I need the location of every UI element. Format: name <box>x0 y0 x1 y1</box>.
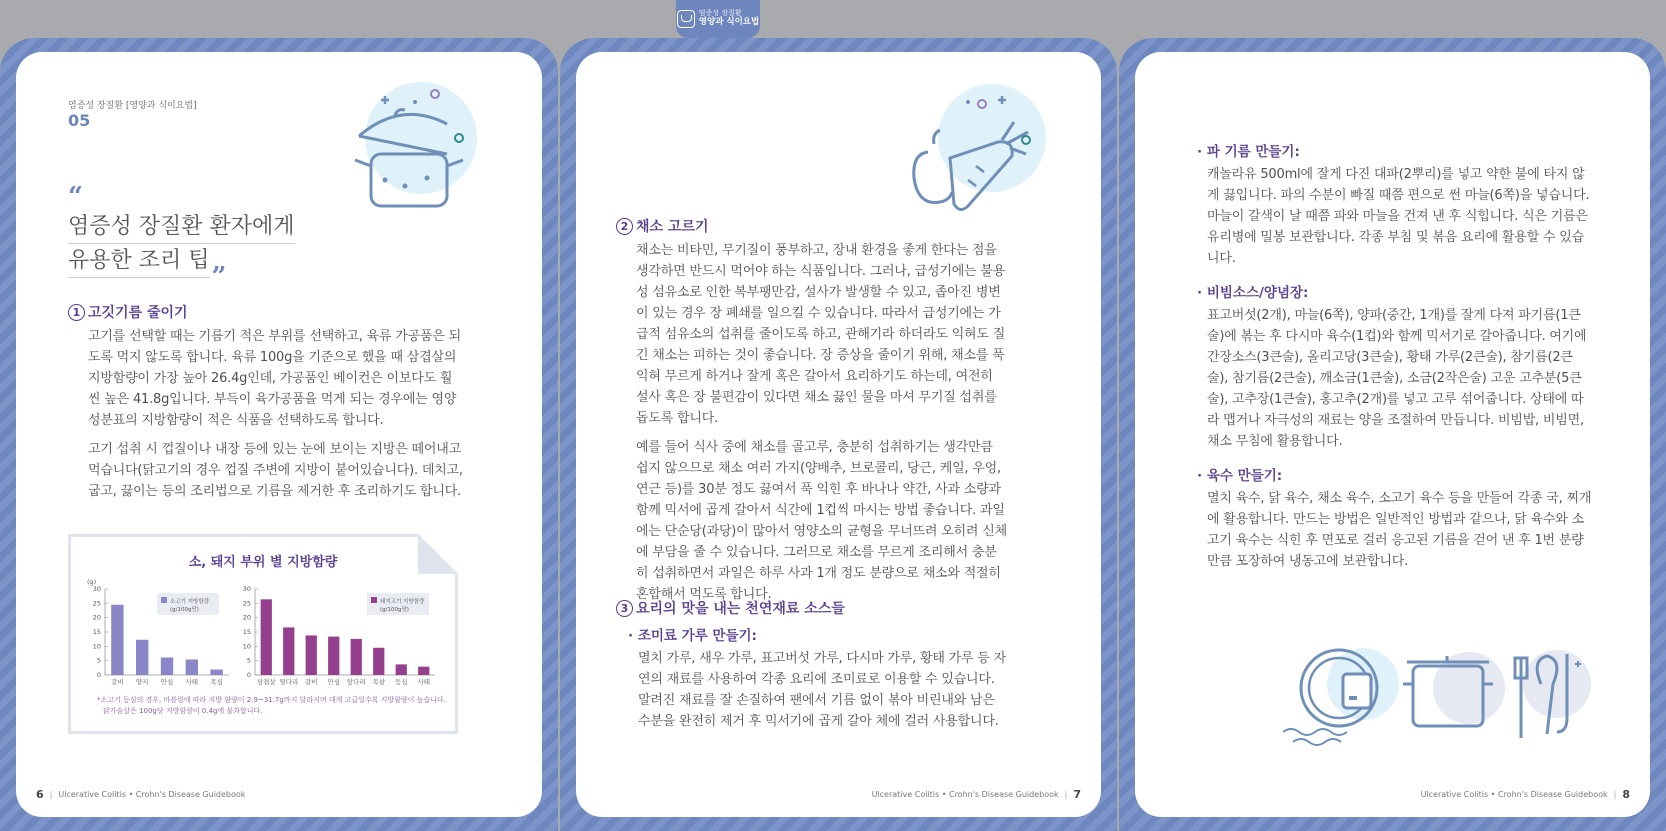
section-paragraph: 예를 들어 식사 중에 채소를 골고루, 충분히 섭취하기는 생각만큼 쉽지 않으므로 채소 여러 가지(양배추, 브로콜리, 당근, 케일, 우엉, 연근 등)를 30분 정도 끓여서 푹 익힌 후 바나나 약간, 사과 소량과 함께 믹서에 곱게 갈아서 식간에 1컵씩 마시는 방법 좋습니다. 과일에는 단순당(과당)이 많아서 영양소의 균형을 무너뜨려 오히려 신체에 부담을 줄 수 있습니다. 그러므로 채소를 무르게 조리해서 충분히 섭취하면서 과일은 하루 사과 1개 정도 분량으로 채소와 적절히 혼합해서 먹도록 합니다. <box>636 440 1007 602</box>
section-heading <box>616 598 1008 618</box>
footer-guide: Ulcerative Colitis • Crohn's Disease Guidebook <box>1420 790 1608 799</box>
pot-illustration-icon <box>341 80 481 220</box>
x-tick-label: 갈비 <box>111 678 124 686</box>
section-paragraph: 멸치 가루, 새우 가루, 표고버섯 가루, 다시마 가루, 황태 가루 등 자연의 재료를 사용하여 각종 요리에 조미료로 이용할 수 있습니다. 말려진 재료를 잘 손질하여 팬에서 기름 없이 볶아 비린내와 남은 수분을 완전히 제거 후 믹서기에 곱게 갈아 체에 걸러 사용합니다. <box>638 651 1006 729</box>
legend-unit: (g/100g당) <box>170 607 199 613</box>
fat-content-charts <box>79 577 449 689</box>
section-1 <box>68 302 464 502</box>
recipe-text: 캐놀라유 500ml에 잘게 다진 대파(2뿌리)를 넣고 약한 불에 타지 않게 끓입니다. 파의 수분이 빠질 때쯤 편으로 썬 마늘(6쪽)을 넣습니다. 마늘이 갈색이 날 때쯤 파와 마늘을 건져 낸 후 식힙니다. 식은 기름은 유리병에 밀봉 보관합니다. 각종 부침 및 볶음 요리에 활용할 수 있습니다. <box>1207 167 1590 266</box>
legend-label: 돼지고기 지방함량 <box>380 599 425 605</box>
bar <box>418 667 429 675</box>
bar <box>210 670 222 675</box>
y-tick-label: 15 <box>242 628 251 636</box>
y-tick-label: 20 <box>242 613 251 622</box>
footer-divider: | <box>49 790 53 799</box>
series-header <box>68 98 197 130</box>
bar <box>283 627 294 675</box>
page-panel-8 <box>1119 38 1666 831</box>
section-heading <box>68 302 464 322</box>
section-paragraph: 채소는 비타민, 무기질이 풍부하고, 장내 환경을 좋게 한다는 점을 생각하면 반드시 먹어야 하는 식품입니다. 그러나, 급성기에는 불용성 섬유소로 인한 복부팽만감, 설사가 발생할 수 있고, 좁아진 병변이 있는 경우 장 폐쇄를 일으킬 수 있습니다. 따라서 급성기에는 가급적 섬유소의 섭취를 줄이도록 하고, 관해기라 하더라도 익혀도 질긴 채소는 피하는 것이 좋습니다. 장 증상을 줄이기 위해, 채소를 푹 익혀 무르게 하거나 잘게 혹은 갈아서 요리하기도 하는데, 여전히 설사 혹은 장 불편감이 있다면 채소 끓인 물을 마셔 무기질 섭취를 돕도록 합니다. <box>636 243 1006 426</box>
section-number: 2 <box>616 218 633 235</box>
pot-logo-icon <box>677 10 695 28</box>
page-title-line2: 유용한 조리 팁 <box>68 244 210 278</box>
section-number: 1 <box>68 304 85 321</box>
bar <box>136 640 148 675</box>
x-tick-label: 안심 <box>160 678 174 686</box>
page-number: 7 <box>1073 788 1081 801</box>
section-paragraph: 고기를 선택할 때는 기름기 적은 부위를 선택하고, 육류 가공품은 되도록 먹지 않도록 합니다. 육류 100g을 기준으로 했을 때 삼겹살의 지방함량이 가장 높아 26.4g인데, 가공품인 베이컨은 이보다도 훨씬 높은 41.8g입니다. 부득이 육가공품을 먹게 되는 경우에는 영양성분표의 지방함량이 적은 식품을 선택하도록 합니다. <box>88 329 461 428</box>
bar <box>396 664 407 675</box>
y-tick-label: 10 <box>92 642 101 651</box>
page-panel-7 <box>560 38 1117 831</box>
footer-guide: Ulcerative Colitis • Crohn's Disease Guidebook <box>871 790 1059 799</box>
x-tick-label: 사태 <box>417 678 431 686</box>
header-tab <box>676 0 760 38</box>
recipe-item <box>1197 140 1593 269</box>
recipe-text: 멸치 육수, 닭 육수, 채소 육수, 소고기 육수 등을 만들어 각종 국, 찌개에 활용합니다. 만드는 방법은 일반적인 방법과 같으나, 닭 육수와 소고기 육수는 식힌 후 면포로 걸러 응고된 기름을 걷어 낸 후 1번 분량만큼 포장하여 냉동고에 보관합니다. <box>1207 491 1592 569</box>
section-2 <box>616 216 1008 605</box>
bar <box>373 648 384 675</box>
chart-note-line1: *소고기 등심의 경우, 마블링에 따라 지방 함량이 2.9~31.7g까지 달라지며 대게 고급일수록 지방함량이 높습니다. <box>97 696 446 704</box>
y-tick-label: 20 <box>92 613 101 622</box>
page-title-line1: 염증성 장질환 환자에게 <box>68 210 295 244</box>
y-axis-label: (g) <box>87 578 97 586</box>
page-6 <box>16 52 542 817</box>
fat-content-chart-box <box>68 534 458 734</box>
chart-title: 소, 돼지 부위 별 지방함량 <box>188 555 338 570</box>
y-tick-label: 0 <box>96 671 101 679</box>
chart-note <box>97 695 446 717</box>
y-tick-label: 30 <box>242 585 251 593</box>
open-quote-icon: “ <box>68 182 83 212</box>
recipe-heading: · 비빔소스/양념장: <box>1197 285 1309 301</box>
y-tick-label: 10 <box>242 642 251 651</box>
x-tick-label: 목살 <box>372 678 386 686</box>
x-tick-label: 양지 <box>135 678 149 686</box>
legend-unit: (g/100g당) <box>380 607 409 613</box>
page-7 <box>576 52 1101 817</box>
section-number: 3 <box>616 600 633 617</box>
carrot-apple-illustration-icon <box>906 82 1046 222</box>
recipe-item <box>1197 281 1593 452</box>
legend-swatch <box>161 597 167 603</box>
recipe-list <box>1197 140 1593 572</box>
header-tab-line1: 염증성 장질환 <box>698 9 742 18</box>
x-tick-label: 등심 <box>394 678 408 686</box>
y-tick-label: 5 <box>246 656 251 665</box>
recipe-item <box>1197 464 1593 572</box>
section-paragraph: 고기 섭취 시 껍질이나 내장 등에 있는 눈에 보이는 지방은 떼어내고 먹습니다(닭고기의 경우 껍질 주변에 지방이 붙어있습니다). 데치고, 굽고, 끓이는 등의 조리법으로 기름을 제거한 후 조리하기도 합니다. <box>88 442 463 499</box>
page-8 <box>1135 52 1650 817</box>
page-footer <box>872 788 1081 801</box>
footer-guide: Ulcerative Colitis • Crohn's Disease Guidebook <box>58 790 246 799</box>
series-number: 05 <box>68 111 91 130</box>
bar <box>306 635 317 675</box>
bar <box>328 637 339 675</box>
header-tab-line2: 영양과 식이요법 <box>698 17 760 28</box>
section-3 <box>616 598 1008 732</box>
x-tick-label: 안심 <box>327 678 341 686</box>
folded-corner <box>418 534 458 574</box>
section-heading <box>616 216 1008 236</box>
recipe-heading: · 파 기름 만들기: <box>1197 144 1300 160</box>
page-footer <box>1421 788 1630 801</box>
kitchen-tools-illustration-icon <box>1283 644 1593 754</box>
chart-note-line2: 닭가슴살은 100g당 지방함량이 0.4g에 불과합니다. <box>103 707 263 715</box>
x-tick-label: 뒷다리 <box>279 678 299 686</box>
section-heading-text: 채소 고르기 <box>636 219 709 235</box>
x-tick-label: 목심 <box>210 678 223 686</box>
close-quote-icon: ” <box>211 262 227 292</box>
y-tick-label: 25 <box>242 599 251 608</box>
sub-heading: · 조미료 가루 만들기: <box>628 628 757 644</box>
page-panel-6 <box>0 38 558 831</box>
legend-swatch <box>371 597 377 603</box>
legend-label: 소고기 지방함량 <box>170 599 209 605</box>
bar <box>111 605 123 675</box>
section-heading-text: 요리의 맛을 내는 천연재료 소스들 <box>636 601 845 617</box>
page-title-block <box>68 182 295 292</box>
footer-divider: | <box>1613 790 1617 799</box>
y-tick-label: 0 <box>246 671 251 679</box>
y-tick-label: 15 <box>92 628 101 636</box>
recipe-text: 표고버섯(2개), 마늘(6쪽), 양파(중간, 1개)를 잘게 다져 파기름(1큰술)에 볶는 후 다시마 육수(1컵)와 함께 믹서기로 갈아줍니다. 여기에 간장소스(3큰술), 올리고당(3큰술), 황태 가루(2큰술), 참기름(2큰술), 참기름(2큰술), 깨소금(1큰술), 소금(2작은술) 고운 고추분(5큰술), 고추장(1큰술), 홍고추(2개)를 넣고 고루 섞어줍니다. 상태에 따라 맵거나 자극성의 재료는 양을 조절하여 만듭니다. 비빔밥, 비빔면, 채소 무침에 활용합니다. <box>1207 308 1587 449</box>
bar <box>351 639 362 675</box>
section-heading-text: 고깃기름 줄이기 <box>88 305 188 321</box>
page-footer <box>36 788 245 801</box>
series-label: 염증성 장질환 [영양과 식이요법] <box>68 101 197 111</box>
page-number: 6 <box>36 788 44 801</box>
y-tick-label: 25 <box>92 599 101 608</box>
x-tick-label: 앞다리 <box>346 678 366 686</box>
bar <box>161 658 173 675</box>
footer-divider: | <box>1064 790 1068 799</box>
bar <box>186 660 198 675</box>
bar <box>261 599 272 675</box>
x-tick-label: 삼겹살 <box>256 678 276 686</box>
page-number: 8 <box>1622 788 1630 801</box>
x-tick-label: 사태 <box>185 678 199 686</box>
y-tick-label: 30 <box>92 585 101 593</box>
recipe-heading: · 육수 만들기: <box>1197 468 1283 484</box>
y-tick-label: 5 <box>96 656 101 665</box>
x-tick-label: 갈비 <box>304 678 318 686</box>
